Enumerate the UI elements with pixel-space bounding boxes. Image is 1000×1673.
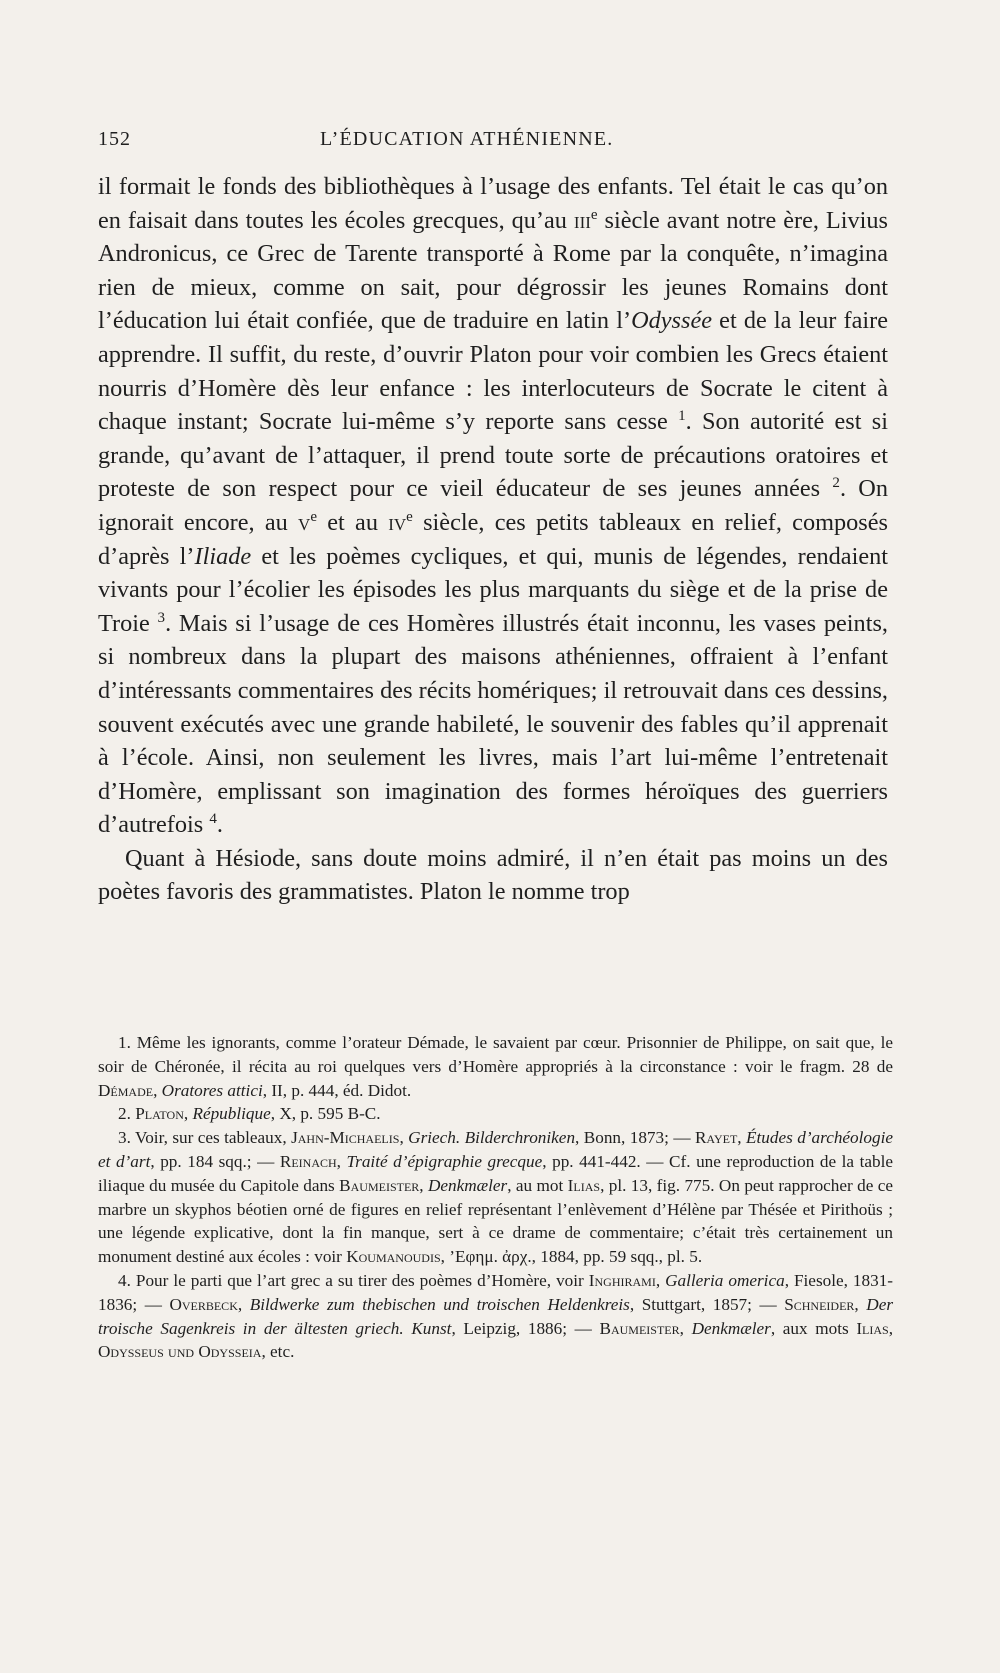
text-span: , pp. 184 sqq.; —: [150, 1151, 280, 1171]
author-name: Schneider: [784, 1294, 855, 1314]
italic-title: Odyssée: [631, 307, 713, 335]
roman-numeral: v: [298, 508, 311, 536]
author-name: Baumeister: [599, 1318, 680, 1338]
text-span: Quant à Hésiode, sans doute moins admiré, il n’en était pas moins un des poètes favoris des grammatistes. Platon le nomme trop: [98, 844, 888, 906]
text-span: , ’Εφημ. ἀρχ., 1884, pp. 59 sqq., pl. 5.: [440, 1247, 703, 1267]
text-span: , Fiesole, 1831-1836; —: [98, 1270, 894, 1314]
author-name: Koumanoudis: [346, 1247, 441, 1267]
italic-title: Traité d’épigraphie grecque: [346, 1151, 543, 1171]
text-span: siècle, ces petits tableaux en relief, composés d’après l’: [98, 508, 888, 570]
roman-numeral: iii: [573, 206, 591, 234]
page-header: [98, 128, 893, 152]
superscript: e: [406, 508, 413, 525]
italic-title: Bildwerke zum thebischen und troischen Heldenkreis: [249, 1294, 630, 1314]
keyword: Ilias, Odysseus und Odysseia: [98, 1318, 894, 1362]
text-span: , II, p. 444, éd. Didot.: [262, 1080, 412, 1100]
text-span: ,: [854, 1294, 867, 1314]
keyword: Ilias: [567, 1175, 601, 1195]
superscript: e: [590, 206, 598, 223]
text-span: , X, p. 595 B-C.: [270, 1104, 381, 1124]
footnote-3: [98, 1126, 893, 1269]
footnote-ref-3: 3: [157, 609, 166, 626]
text-span: , Bonn, 1873; —: [575, 1128, 695, 1148]
footnote-ref-4: 4: [209, 811, 217, 828]
italic-title: Galleria omerica: [665, 1270, 785, 1290]
author-name: Démade: [98, 1080, 154, 1100]
italic-title: République: [192, 1104, 271, 1124]
text-span: ,: [153, 1080, 162, 1100]
roman-numeral: iv: [388, 508, 407, 536]
author-name: Baumeister: [339, 1175, 420, 1195]
text-span: 4. Pour le parti que l’art grec a su tirer des poèmes d’Homère, voir: [118, 1270, 589, 1290]
text-span: . Son autorité est si grande, qu’avant de l’attaquer, il prend toute sorte de précautions oratoires et proteste de son respect pour ce vieil éducateur de ses jeunes années: [98, 408, 888, 503]
text-span: ,: [655, 1270, 666, 1290]
superscript: e: [310, 508, 318, 525]
text-span: , pl. 13, fig. 775. On peut rapprocher de ce marbre un skyphos béotien orné de figures en relief représentant l’enlèvement d’Hélène par Thésée et Pirithoüs ; une légende explicative, dont la fin manque, sert à ce drame de commentaire; c’était très certainement un monument destiné aux écoles : voir: [98, 1175, 894, 1267]
text-span: ,: [737, 1128, 747, 1148]
text-span: ,: [679, 1318, 692, 1338]
italic-title: Denkmæler: [691, 1318, 771, 1338]
italic-title: Oratores attici: [161, 1080, 263, 1100]
italic-title: Denkmæler: [428, 1175, 508, 1195]
footnote-1: [98, 1031, 893, 1102]
italic-title: Études d’archéologie et d’art: [98, 1128, 894, 1171]
text-span: , etc.: [261, 1342, 295, 1362]
footnote-ref-1: 1: [678, 408, 686, 425]
footnote-4: [98, 1269, 893, 1364]
text-span: ,: [419, 1175, 428, 1195]
text-span: , aux mots: [770, 1318, 857, 1338]
running-title: L’ÉDUCATION ATHÉNIENNE.: [320, 128, 614, 150]
page-number: 152: [98, 128, 131, 150]
text-span: , Stuttgart, 1857; —: [629, 1294, 785, 1314]
text-span: ,: [183, 1104, 193, 1124]
author-name: Reinach: [279, 1151, 337, 1171]
text-span: . On ignorait encore, au: [98, 475, 888, 536]
text-span: .: [216, 811, 223, 839]
main-text: [98, 170, 888, 909]
text-span: , Leipzig, 1886; —: [451, 1318, 600, 1338]
italic-title: Griech. Bilderchroniken: [408, 1128, 576, 1148]
author-name: Platon: [135, 1104, 184, 1124]
text-span: ,: [399, 1128, 409, 1148]
footnote-ref-2: 2: [832, 475, 840, 492]
text-span: et au: [317, 508, 389, 536]
text-span: , pp. 441-442. — Cf. une reproduction de la table iliaque du musée du Capitole dans: [98, 1151, 894, 1195]
text-span: ,: [336, 1151, 347, 1171]
footnotes: [98, 1031, 893, 1364]
author-name: Rayet: [694, 1128, 738, 1148]
text-span: il formait le fonds des bibliothèques à l’usage des enfants. Tel était le cas qu’on en faisait dans toutes les écoles grecques, qu’au: [98, 173, 888, 234]
author-name: Inghirami: [588, 1270, 656, 1290]
text-span: ,: [237, 1294, 250, 1314]
author-name: Overbeck: [169, 1294, 238, 1314]
footnote-2: [98, 1102, 893, 1126]
text-span: siècle avant notre ère, Livius Andronicus, ce Grec de Tarente transporté à Rome par la conquête, n’imagina rien de mieux, comme on sait, pour dégrossir les jeunes Romains dont l’éducation lui était confiée, que de traduire en latin l’: [98, 206, 888, 335]
text-span: et de la leur faire apprendre. Il suffit, du reste, d’ouvrir Platon pour voir combien les Grecs étaient nourris d’Homère dès leur enfance : les interlocuteurs de Socrate le citent à chaque instant; Socrate lui-même s’y reporte sans cesse: [98, 307, 888, 436]
paragraph-2: [98, 842, 888, 909]
italic-title: Iliade: [194, 542, 252, 570]
author-name: Jahn-Michaelis: [291, 1128, 400, 1148]
text-span: , au mot: [507, 1175, 568, 1195]
text-span: . Mais si l’usage de ces Homères illustrés était inconnu, les vases peints, si nombreux dans la plupart des maisons athéniennes, offraient à l’enfant d’intéressants commentaires des récits homériques; il retrouvait dans ces dessins, souvent exécutés avec une grande habileté, le souvenir des fables qu’il apprenait à l’école. Ainsi, non seulement les livres, mais l’art lui-même l’entretenait d’Homère, emplissant son imagination des formes héroïques des guerriers d’autrefois: [98, 609, 888, 839]
text-span: 3. Voir, sur ces tableaux,: [118, 1128, 292, 1148]
text-span: 2.: [118, 1104, 136, 1124]
italic-title: Der troische Sagenkreis in der ältesten griech. Kunst: [98, 1294, 894, 1338]
text-span: 1. Même les ignorants, comme l’orateur Démade, le savaient par cœur. Prisonnier de Philippe, on sait que, le soir de Chéronée, il récita au roi quelques vers d’Homère appropriés à la circonstance : voir le fragm. 28 de: [98, 1033, 893, 1076]
paragraph-1: [98, 170, 888, 842]
text-span: et les poèmes cycliques, et qui, munis de légendes, rendaient vivants pour l’écolier les épisodes les plus marquants du siège et de la prise de Troie: [98, 542, 888, 637]
